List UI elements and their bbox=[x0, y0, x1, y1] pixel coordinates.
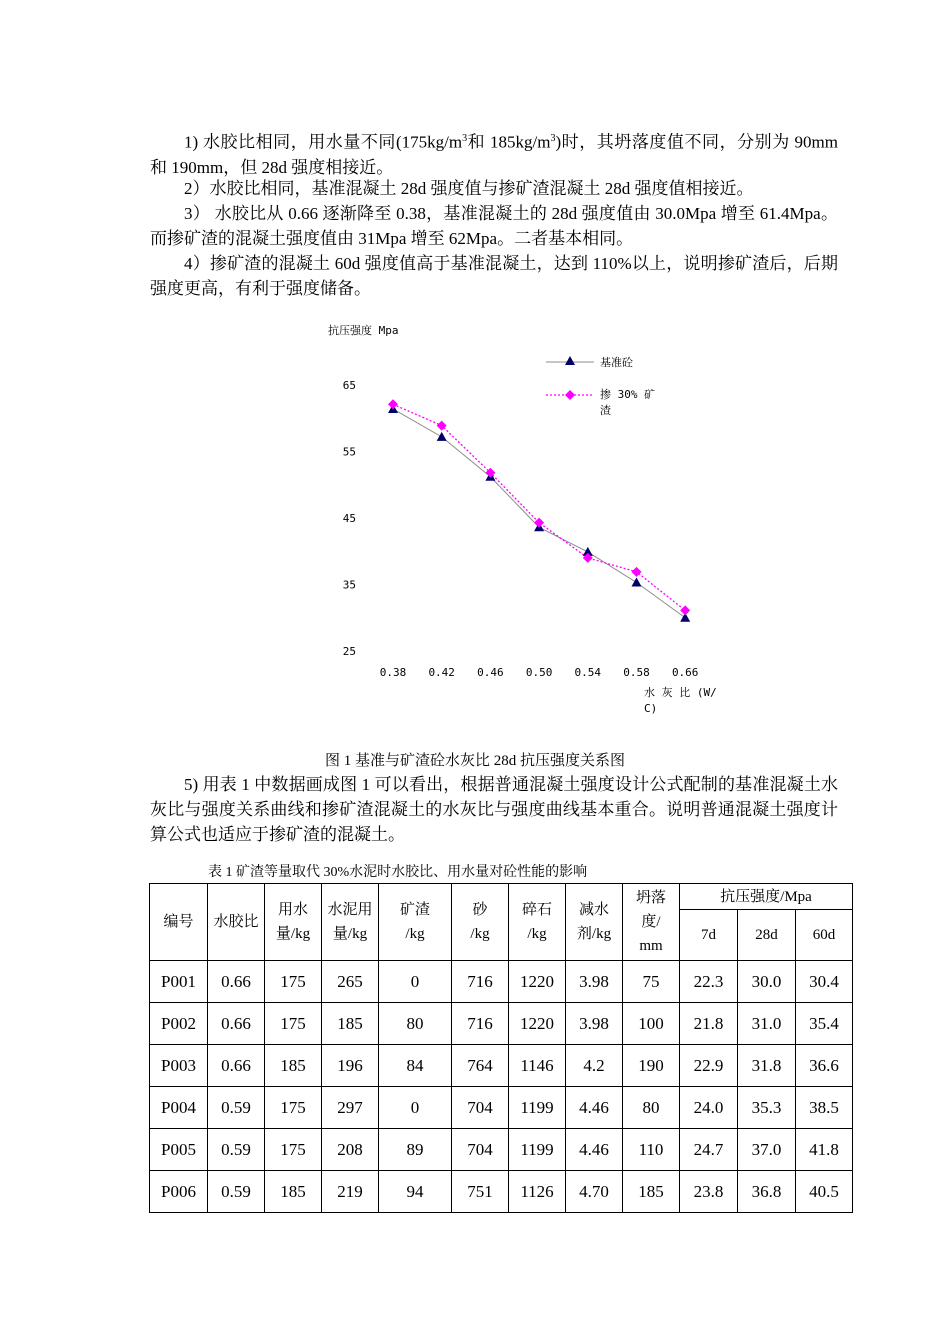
y-tick-label-0: 25 bbox=[342, 645, 356, 658]
header-stone: 碎石 /kg bbox=[509, 884, 566, 961]
x-tick-label-5: 0.58 bbox=[623, 666, 650, 679]
table-cell: 24.0 bbox=[680, 1087, 738, 1129]
header-slump: 坍落 度/ mm bbox=[623, 884, 680, 961]
table-cell: 80 bbox=[623, 1087, 680, 1129]
table-cell: 1146 bbox=[509, 1045, 566, 1087]
y-tick-label-1: 35 bbox=[342, 578, 356, 592]
table-cell: 89 bbox=[379, 1129, 452, 1171]
x-tick-label-1: 0.42 bbox=[428, 666, 455, 679]
table-cell: 175 bbox=[265, 961, 322, 1003]
series-1-point-6 bbox=[680, 605, 690, 615]
header-sand: 砂 /kg bbox=[452, 884, 509, 961]
series-1-point-1 bbox=[437, 421, 447, 431]
table-cell: 4.2 bbox=[566, 1045, 623, 1087]
table-cell: 110 bbox=[623, 1129, 680, 1171]
table-cell: 3.98 bbox=[566, 1003, 623, 1045]
table-cell: 30.0 bbox=[738, 961, 796, 1003]
table-cell: 0.59 bbox=[208, 1087, 265, 1129]
x-tick-label-4: 0.54 bbox=[574, 666, 602, 679]
legend-diamond-marker bbox=[565, 390, 575, 400]
header-id: 编号 bbox=[150, 884, 208, 961]
table-cell: 84 bbox=[379, 1045, 452, 1087]
table-cell: 716 bbox=[452, 961, 509, 1003]
header-water-binder: 水胶比 bbox=[208, 884, 265, 961]
table-cell: 208 bbox=[322, 1129, 379, 1171]
series-0-point-5 bbox=[632, 578, 642, 587]
x-tick-label-2: 0.46 bbox=[477, 666, 504, 679]
table-cell: 764 bbox=[452, 1045, 509, 1087]
header-slag: 矿渣 /kg bbox=[379, 884, 452, 961]
table-row bbox=[150, 1087, 853, 1129]
table-cell: 3.98 bbox=[566, 961, 623, 1003]
table-cell: 100 bbox=[623, 1003, 680, 1045]
table-row bbox=[150, 1171, 853, 1213]
series-line-1 bbox=[393, 404, 685, 610]
table-cell: 4.46 bbox=[566, 1129, 623, 1171]
paragraph-2: 2）水胶比相同，基准混凝土 28d 强度值与掺矿渣混凝土 28d 强度值相接近。 bbox=[184, 179, 754, 198]
legend-label-slag-line1: 掺 30% 矿 bbox=[600, 388, 656, 401]
table-cell: 36.6 bbox=[796, 1045, 853, 1087]
table-cell: 30.4 bbox=[796, 961, 853, 1003]
table-cell: 41.8 bbox=[796, 1129, 853, 1171]
table-cell: 0.59 bbox=[208, 1171, 265, 1213]
table-cell: 0 bbox=[379, 1087, 452, 1129]
table-cell: 4.70 bbox=[566, 1171, 623, 1213]
x-tick-label-6: 0.66 bbox=[671, 666, 699, 679]
table-cell: 37.0 bbox=[738, 1129, 796, 1171]
header-7d: 7d bbox=[680, 910, 738, 961]
superscript-1: 3 bbox=[462, 133, 468, 144]
table-cell: 704 bbox=[452, 1087, 509, 1129]
series-0-point-1 bbox=[437, 432, 447, 441]
table-cell: 716 bbox=[452, 1003, 509, 1045]
table-cell: 1220 bbox=[509, 1003, 566, 1045]
table-cell: P001 bbox=[150, 961, 208, 1003]
x-ticks bbox=[380, 666, 699, 679]
table-cell: 36.8 bbox=[738, 1171, 796, 1213]
table-cell: 75 bbox=[623, 961, 680, 1003]
table-cell: 35.4 bbox=[796, 1003, 853, 1045]
table-cell: 38.5 bbox=[796, 1087, 853, 1129]
paragraph-1 bbox=[150, 126, 838, 180]
table-cell: 196 bbox=[322, 1045, 379, 1087]
table-cell: 23.8 bbox=[680, 1171, 738, 1213]
paragraph-4: 4）掺矿渣的混凝土 60d 强度值高于基准混凝土，达到 110%以上，说明掺矿渣后，后期强度更高，有利于强度储备。 bbox=[150, 254, 838, 298]
table-cell: 219 bbox=[322, 1171, 379, 1213]
table-cell: 1126 bbox=[509, 1171, 566, 1213]
table-cell: 175 bbox=[265, 1087, 322, 1129]
x-axis-label-line2: C) bbox=[644, 702, 658, 715]
table-cell: P005 bbox=[150, 1129, 208, 1171]
header-28d: 28d bbox=[738, 910, 796, 961]
table-cell: 175 bbox=[265, 1129, 322, 1171]
table-cell: 1199 bbox=[509, 1129, 566, 1171]
y-tick-label-2: 45 bbox=[342, 512, 356, 525]
table-cell: 31.8 bbox=[738, 1045, 796, 1087]
table-cell: 175 bbox=[265, 1003, 322, 1045]
table-cell: 190 bbox=[623, 1045, 680, 1087]
table-cell: P003 bbox=[150, 1045, 208, 1087]
table-cell: 1199 bbox=[509, 1087, 566, 1129]
table-cell: 21.8 bbox=[680, 1003, 738, 1045]
x-tick-label-0: 0.38 bbox=[379, 666, 407, 679]
table-cell: 297 bbox=[322, 1087, 379, 1129]
legend-label-slag-line2: 渣 bbox=[600, 404, 611, 417]
table-cell: 80 bbox=[379, 1003, 452, 1045]
table-cell: 185 bbox=[623, 1171, 680, 1213]
figure-caption: 图 1 基准与矿渣砼水灰比 28d 抗压强度关系图 bbox=[324, 753, 625, 769]
table-cell: 22.3 bbox=[680, 961, 738, 1003]
table-cell: 31.0 bbox=[738, 1003, 796, 1045]
table-cell: 185 bbox=[265, 1045, 322, 1087]
series-1-point-0 bbox=[388, 399, 398, 409]
paragraph-1-text-c: )时，其坍落度值不同，分别为 90mm 和 190mm，但 28d 强度相接近。 bbox=[150, 132, 838, 177]
table-cell: P002 bbox=[150, 1003, 208, 1045]
table-cell: 35.3 bbox=[738, 1087, 796, 1129]
table-cell: 1220 bbox=[509, 961, 566, 1003]
table-cell: 185 bbox=[322, 1003, 379, 1045]
table-cell: 0.66 bbox=[208, 1045, 265, 1087]
header-reducer: 减水 剂/kg bbox=[566, 884, 623, 961]
table-row bbox=[150, 961, 853, 1003]
series-layer bbox=[388, 399, 690, 621]
legend bbox=[546, 355, 655, 417]
table-row bbox=[150, 1045, 853, 1087]
table-cell: 0 bbox=[379, 961, 452, 1003]
table-cell: 40.5 bbox=[796, 1171, 853, 1213]
strength-chart bbox=[318, 318, 738, 718]
table-header-row-1 bbox=[150, 884, 853, 910]
table-body bbox=[150, 961, 853, 1213]
header-strength: 抗压强度/Mpa bbox=[680, 884, 853, 910]
superscript-2: 3 bbox=[550, 133, 556, 144]
table-cell: 265 bbox=[322, 961, 379, 1003]
table-caption: 表 1 矿渣等量取代 30%水泥时水胶比、用水量对砼性能的影响 bbox=[208, 865, 588, 880]
header-cement: 水泥用 量/kg bbox=[322, 884, 379, 961]
y-axis-label: 抗压强度 Mpa bbox=[328, 324, 399, 337]
mix-table bbox=[149, 883, 853, 1213]
y-tick-label-3: 55 bbox=[342, 445, 356, 459]
table-row bbox=[150, 1129, 853, 1171]
table-cell: 4.46 bbox=[566, 1087, 623, 1129]
paragraph-3: 3） 水胶比从 0.66 逐渐降至 0.38，基准混凝土的 28d 强度值由 30.0Mpa 增至 61.4Mpa。而掺矿渣的混凝土强度值由 31Mpa 增至 62Mpa。二者基本相同。 bbox=[150, 204, 838, 248]
x-tick-label-3: 0.50 bbox=[525, 666, 553, 679]
table-cell: 751 bbox=[452, 1171, 509, 1213]
legend-label-baseline: 基准砼 bbox=[600, 356, 633, 369]
table-cell: 22.9 bbox=[680, 1045, 738, 1087]
legend-triangle-marker bbox=[565, 356, 575, 365]
table-cell: 185 bbox=[265, 1171, 322, 1213]
table-cell: 94 bbox=[379, 1171, 452, 1213]
header-60d: 60d bbox=[796, 910, 853, 961]
y-ticks bbox=[343, 379, 356, 658]
table-cell: P006 bbox=[150, 1171, 208, 1213]
paragraph-1-text-a: 1) 水胶比相同，用水量不同(175kg/m bbox=[184, 132, 463, 152]
table-cell: 0.59 bbox=[208, 1129, 265, 1171]
table-cell: 0.66 bbox=[208, 1003, 265, 1045]
paragraph-5: 5) 用表 1 中数据画成图 1 可以看出，根据普通混凝土强度设计公式配制的基准混凝土水灰比与强度关系曲线和掺矿渣混凝土的水灰比与强度曲线基本重合。说明普通混凝土强度计算公式也适应于掺矿渣的混凝土。 bbox=[150, 775, 838, 844]
paragraph-1-text-b: 和 185kg/m bbox=[467, 132, 551, 152]
table-cell: 24.7 bbox=[680, 1129, 738, 1171]
table-cell: P004 bbox=[150, 1087, 208, 1129]
table-cell: 704 bbox=[452, 1129, 509, 1171]
y-tick-label-4: 65 bbox=[342, 379, 356, 392]
table-row bbox=[150, 1003, 853, 1045]
series-1-point-5 bbox=[632, 567, 642, 577]
x-axis-label-line1: 水 灰 比 (W/ bbox=[644, 686, 717, 699]
header-water: 用水 量/kg bbox=[265, 884, 322, 961]
table-cell: 0.66 bbox=[208, 961, 265, 1003]
